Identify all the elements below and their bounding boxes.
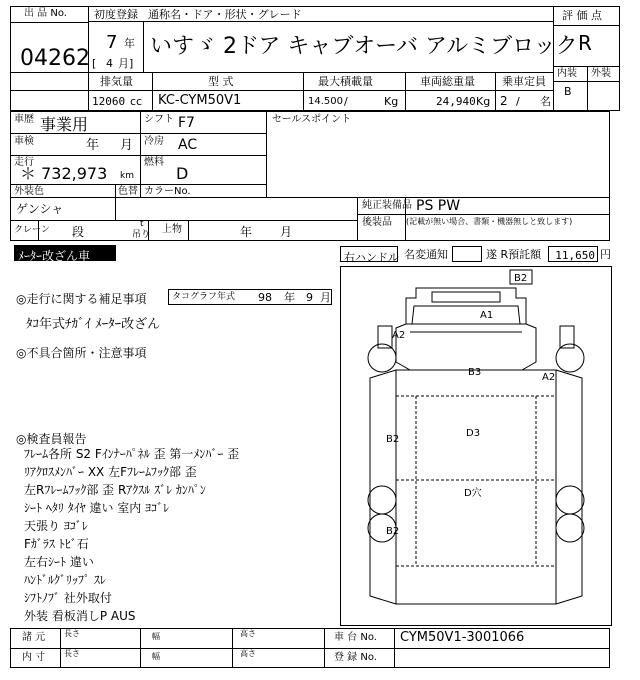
footer-interior-label: 内 寸 — [22, 652, 46, 663]
recycle-fee-unit: 円 — [600, 248, 611, 261]
tachograph-label: タコグラフ年式 — [172, 292, 236, 302]
gross-weight-value: 24,940 — [436, 95, 476, 108]
registration-year: 7 — [106, 32, 118, 53]
inspector-report-line: 左右ｼｰﾄ 違い — [24, 555, 94, 569]
color-label: 外装色 — [14, 186, 44, 197]
upper-body-label: 上物 — [162, 224, 182, 235]
vehicle-name: いすゞ 2ドア キャブオーバ アルミブロック — [150, 34, 578, 59]
capacity-label: 乗車定員 — [502, 75, 546, 88]
diagram-label: B2 — [386, 434, 400, 445]
upper-body-year-unit: 年 — [240, 225, 253, 239]
crane-ton-unit: t — [140, 219, 144, 229]
registration-label: 初度登録 — [94, 8, 138, 21]
vehicle-name-label: 通称名・ドア・形状・グレード — [148, 8, 302, 21]
model-label: 型 式 — [208, 75, 234, 88]
history-label: 車歴 — [14, 114, 34, 125]
diagram-label: A2 — [542, 372, 556, 383]
diagram-label: D穴 — [464, 488, 482, 499]
diagram-label: A2 — [392, 330, 406, 341]
shift-value: F7 — [178, 115, 195, 131]
diagram-label: D3 — [466, 428, 481, 439]
diagram-label: A1 — [480, 310, 494, 321]
mileage-note: ﾀｺ年式ﾁｶﾞｲ ﾒｰﾀｰ改ざん — [26, 317, 161, 332]
inspector-report-line: ﾊﾝﾄﾞﾙｸﾞﾘｯﾌﾟ ｽﾚ — [24, 573, 106, 587]
capacity-unit: 名 — [540, 95, 551, 108]
steering-box: 右ハンドル — [340, 246, 398, 262]
inspector-report-line: ﾌﾚｰﾑ各所 S2 Fｲﾝﾅｰﾊﾟﾈﾙ 歪 第一ﾒﾝﾊﾞｰ 歪 — [24, 447, 240, 461]
tachograph-month: 9 — [306, 291, 313, 304]
sales-point-label: セールスポイント — [272, 114, 352, 125]
inspector-report-line: Fｶﾞﾗｽ ﾄﾋﾞ石 — [24, 537, 89, 551]
tachograph-year-unit: 年 — [284, 291, 295, 304]
inspection-label: 車検 — [14, 136, 34, 147]
registration-month-open: [ — [92, 57, 97, 70]
registration-no-label: 登 録 No. — [334, 652, 377, 663]
inspector-report-line: ｼｰﾄ ﾍﾀﾘ ﾀｲﾔ 違い 室内 ﾖｺﾞﾚ — [24, 501, 170, 515]
max-load-value: 14.500 — [308, 96, 343, 107]
chassis-label: 車 台 No. — [334, 632, 377, 643]
name-change-label: 名変通知 — [404, 248, 448, 261]
gross-weight-label: 車両総重量 — [420, 75, 475, 88]
color-no-label: カラーNo. — [144, 186, 191, 197]
max-load-unit: Kg — [384, 95, 399, 108]
ac-label: 冷房 — [144, 136, 164, 147]
registration-month: 4 — [106, 57, 113, 70]
exterior-grade-label: 外装 — [591, 68, 611, 79]
chassis-number: CYM50V1-3001066 — [400, 630, 525, 645]
aftermarket-label: 後装品 — [362, 217, 392, 228]
crane-label: クレーン — [14, 225, 50, 235]
defects-title: ◎不具合箇所・注意事項 — [16, 346, 147, 360]
footer-height-label: 高さ — [240, 629, 256, 638]
mileage-value: ＊ 732,973 — [20, 164, 108, 183]
ac-value: AC — [178, 137, 198, 153]
color-change-label: 色替 — [118, 186, 138, 197]
tachograph-year: 98 — [258, 291, 272, 304]
mileage-unit: km — [120, 171, 134, 181]
equipment-value: PS PW — [416, 198, 461, 214]
recycle-fee-label: 遂 R預託額 — [486, 248, 542, 261]
footer-length-label: 長さ — [64, 629, 80, 638]
vehicle-diagram — [340, 266, 612, 626]
footer-interior-width-label: 幅 — [152, 652, 160, 661]
inspector-report-line: ﾘｱｸﾛｽﾒﾝﾊﾞｰ XX 左Fﾌﾚｰﾑﾌｯｸ部 歪 — [24, 465, 197, 479]
capacity-value: 2 — [500, 94, 508, 108]
inspection-month-unit: 月 — [120, 138, 134, 153]
mileage-note-title: ◎走行に関する補足事項 — [16, 292, 147, 306]
color-value: ゲンシャ — [16, 202, 64, 216]
footer-specs-label: 諸 元 — [22, 632, 46, 643]
interior-grade-label: 内装 — [557, 68, 577, 79]
inspector-report-title: ◎検査員報告 — [16, 432, 87, 446]
footer-interior-length-label: 長さ — [64, 649, 80, 658]
capacity-separator: / — [516, 95, 520, 108]
recycle-fee-value: 11,650 — [548, 246, 598, 262]
inspector-report-line: 天張り ﾖｺﾞﾚ — [24, 519, 88, 533]
displacement-unit: cc — [130, 95, 143, 108]
footer-width-label: 幅 — [152, 632, 160, 641]
history-value: 事業用 — [40, 115, 89, 134]
diagram-label: B2 — [514, 273, 528, 284]
crane-stage-unit: 段 — [72, 225, 85, 239]
inspection-year-unit: 年 — [86, 138, 100, 153]
lot-label: 出 品 No. — [24, 8, 67, 19]
lot-number: 04262 — [20, 46, 90, 71]
equipment-label: 純正装備品 — [362, 200, 412, 211]
tampered-meter-banner: ﾒｰﾀｰ改ざん車 — [14, 245, 116, 261]
displacement-value: 12060 — [92, 95, 126, 108]
displacement-label: 排気量 — [100, 75, 133, 88]
upper-body-month-unit: 月 — [280, 225, 293, 239]
max-load-separator: / — [344, 95, 348, 108]
grade-label: 評 価 点 — [562, 9, 602, 22]
max-load-label: 最大積載量 — [318, 75, 373, 88]
mileage-label: 走行 — [14, 157, 34, 168]
fuel-value: D — [176, 164, 189, 183]
gross-weight-unit: Kg — [476, 95, 491, 108]
name-change-box — [452, 246, 482, 262]
model-value: KC-CYM50V1 — [158, 93, 242, 108]
overall-grade: R — [578, 31, 592, 55]
registration-month-unit: 月] — [118, 57, 134, 70]
diagram-label: B3 — [468, 367, 482, 378]
diagram-label: B2 — [386, 526, 400, 537]
aftermarket-note: (記載が無い場合、書類・機器無しと致します) — [406, 217, 573, 226]
fuel-label: 燃料 — [144, 157, 164, 168]
interior-grade: B — [564, 85, 572, 98]
shift-label: シフト — [144, 114, 174, 125]
inspector-report-line: ｼﾌﾄﾉﾌﾞ 社外取付 — [24, 591, 112, 605]
registration-year-unit: 年 — [124, 37, 135, 50]
inspector-report-line: 外装 看板消しP AUS — [24, 609, 136, 623]
crane-hang-unit: 吊り — [132, 230, 151, 240]
footer-interior-height-label: 高さ — [240, 649, 256, 658]
tachograph-month-unit: 月 — [320, 291, 331, 304]
inspector-report-line: 左Rﾌﾚｰﾑﾌｯｸ部 歪 Rｱｸｽﾙ ｽﾞﾚ ｶﾝﾊﾟﾝ — [24, 483, 206, 497]
